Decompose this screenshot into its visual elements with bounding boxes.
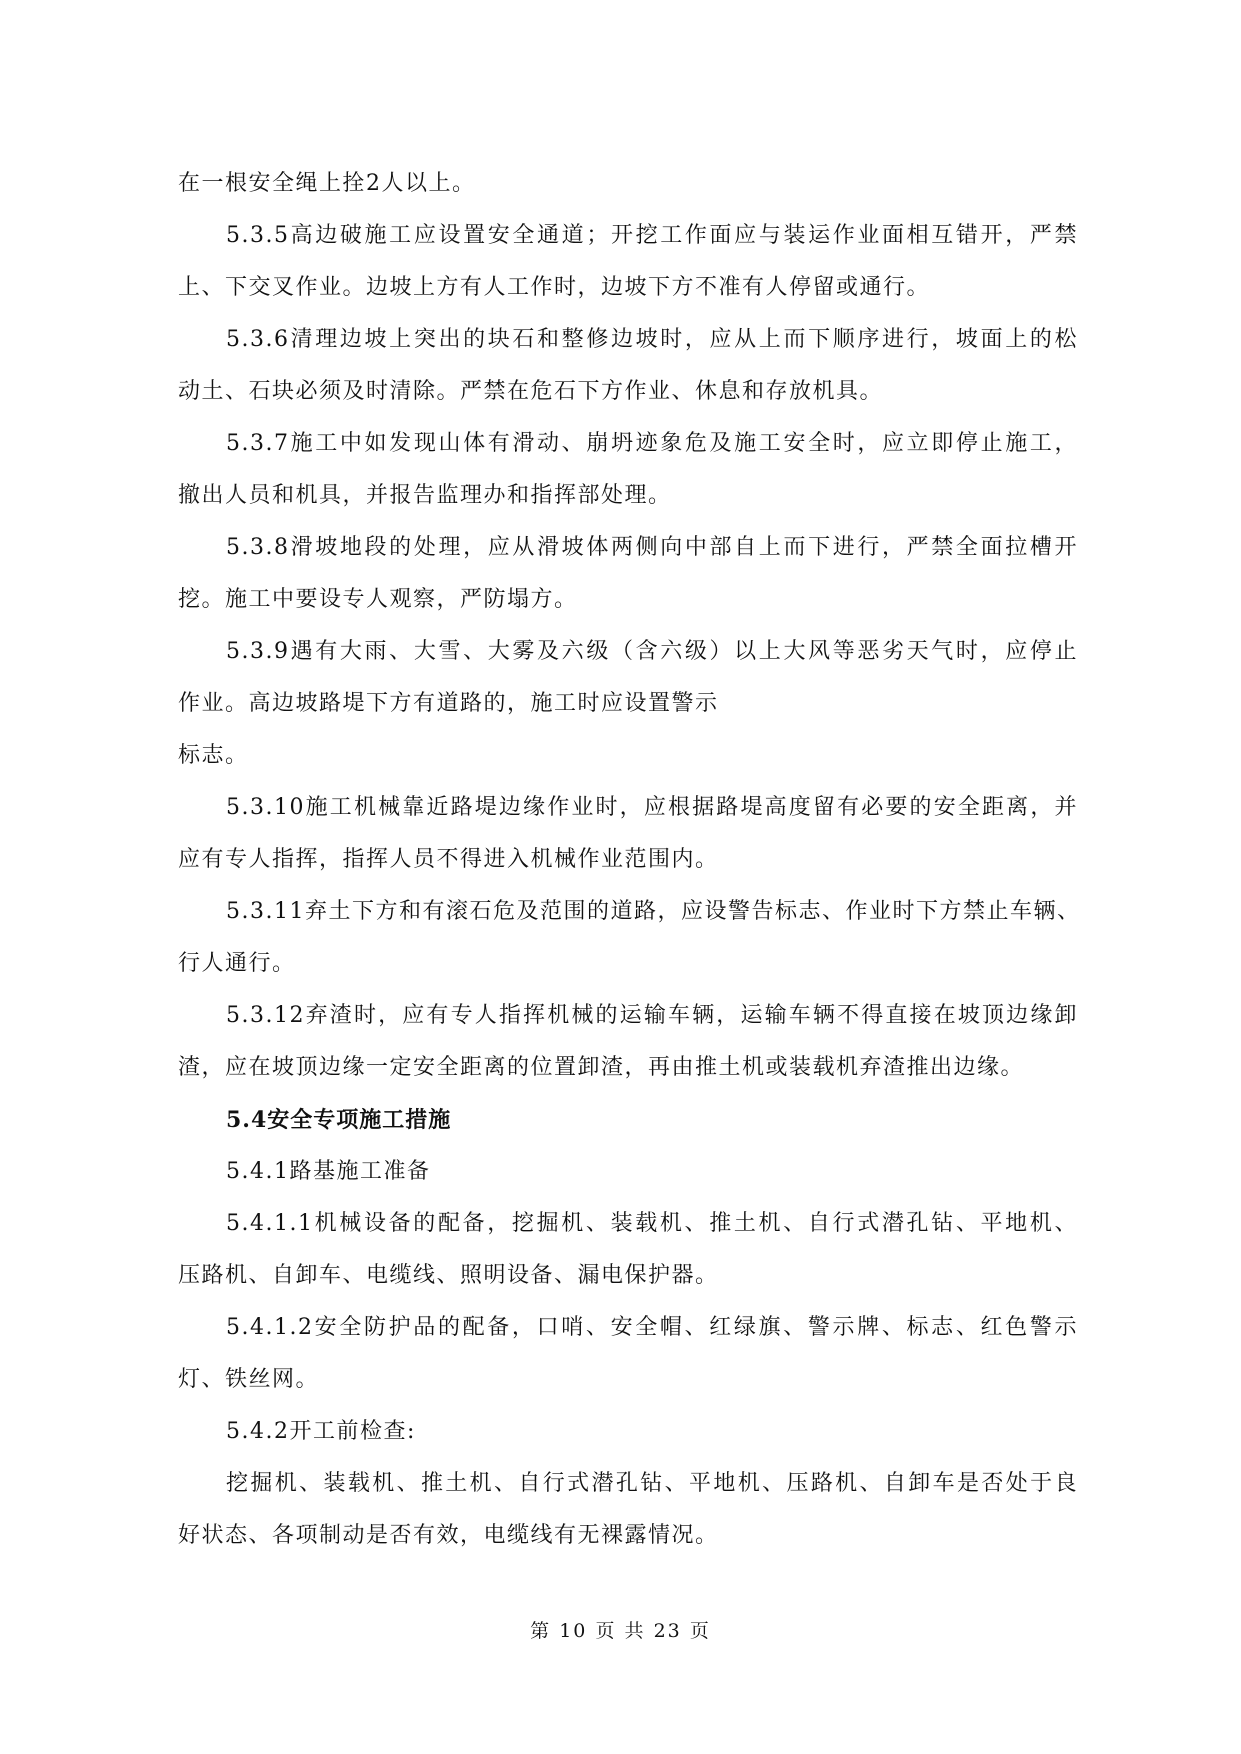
paragraph-line: 应有专人指挥，指挥人员不得进入机械作业范围内。: [178, 847, 719, 872]
paragraph-line: 上、下交叉作业。边坡上方有人工作时，边坡下方不准有人停留或通行。: [178, 275, 931, 300]
paragraph-line: 5.3.11弃土下方和有滚石危及范围的道路，应设警告标志、作业时下方禁止车辆、: [226, 899, 1081, 924]
document-body: [178, 158, 1081, 1562]
paragraph-line: 动土、石块必须及时清除。严禁在危石下方作业、休息和存放机具。: [178, 379, 884, 404]
paragraph-line: 挖。施工中要设专人观察，严防塌方。: [178, 587, 578, 612]
paragraph-line: 作业。高边坡路堤下方有道路的，施工时应设置警示: [178, 691, 719, 716]
subsection-heading: 5.4.2开工前检查:: [226, 1419, 416, 1444]
paragraph-line: 挖掘机、装载机、推土机、自行式潜孔钻、平地机、压路机、自卸车是否处于良: [226, 1471, 1078, 1496]
paragraph-line: 5.4.1.2安全防护品的配备，口哨、安全帽、红绿旗、警示牌、标志、红色警示: [226, 1315, 1078, 1340]
paragraph-line: 5.3.6清理边坡上突出的块石和整修边坡时，应从上而下顺序进行，坡面上的松: [226, 327, 1078, 352]
footer-page-label: 第: [530, 1620, 552, 1642]
paragraph-line: 5.3.5高边破施工应设置安全通道；开挖工作面应与装运作业面相互错开，严禁: [226, 223, 1078, 248]
paragraph-line: 标志。: [178, 743, 249, 768]
paragraph-line: 压路机、自卸车、电缆线、照明设备、漏电保护器。: [178, 1263, 719, 1288]
footer-total-label: 共: [624, 1620, 646, 1642]
paragraph-line: 5.3.8滑坡地段的处理，应从滑坡体两侧向中部自上而下进行，严禁全面拉槽开: [226, 535, 1078, 560]
current-page-number: 10: [559, 1620, 588, 1642]
paragraph-line: 在一根安全绳上拴2人以上。: [178, 171, 476, 196]
subsection-heading: 5.4.1路基施工准备: [226, 1159, 431, 1184]
paragraph-line: 5.3.7施工中如发现山体有滑动、崩坍迹象危及施工安全时，应立即停止施工，: [226, 431, 1078, 456]
paragraph-line: 渣，应在坡顶边缘一定安全距离的位置卸渣，再由推土机或装载机弃渣推出边缘。: [178, 1055, 1025, 1080]
paragraph-line: 5.4.1.1机械设备的配备，挖掘机、装载机、推土机、自行式潜孔钻、平地机、: [226, 1211, 1078, 1236]
total-pages-number: 23: [653, 1620, 682, 1642]
paragraph-line: 5.3.10施工机械靠近路堤边缘作业时，应根据路堤高度留有必要的安全距离，并: [226, 795, 1078, 820]
paragraph-line: 灯、铁丝网。: [178, 1367, 320, 1392]
paragraph-line: 行人通行。: [178, 951, 296, 976]
footer-page-unit: 页: [595, 1620, 617, 1642]
footer-total-unit: 页: [689, 1620, 711, 1642]
paragraph-line: 5.3.9遇有大雨、大雪、大雾及六级（含六级）以上大风等恶劣天气时，应停止: [226, 639, 1078, 664]
paragraph-line: 5.3.12弃渣时，应有专人指挥机械的运输车辆，运输车辆不得直接在坡顶边缘卸: [226, 1003, 1078, 1028]
section-heading: 5.4安全专项施工措施: [226, 1107, 452, 1133]
page-footer: [0, 1616, 1241, 1643]
paragraph-line: 撤出人员和机具，并报告监理办和指挥部处理。: [178, 483, 672, 508]
paragraph-line: 好状态、各项制动是否有效，电缆线有无裸露情况。: [178, 1523, 719, 1548]
